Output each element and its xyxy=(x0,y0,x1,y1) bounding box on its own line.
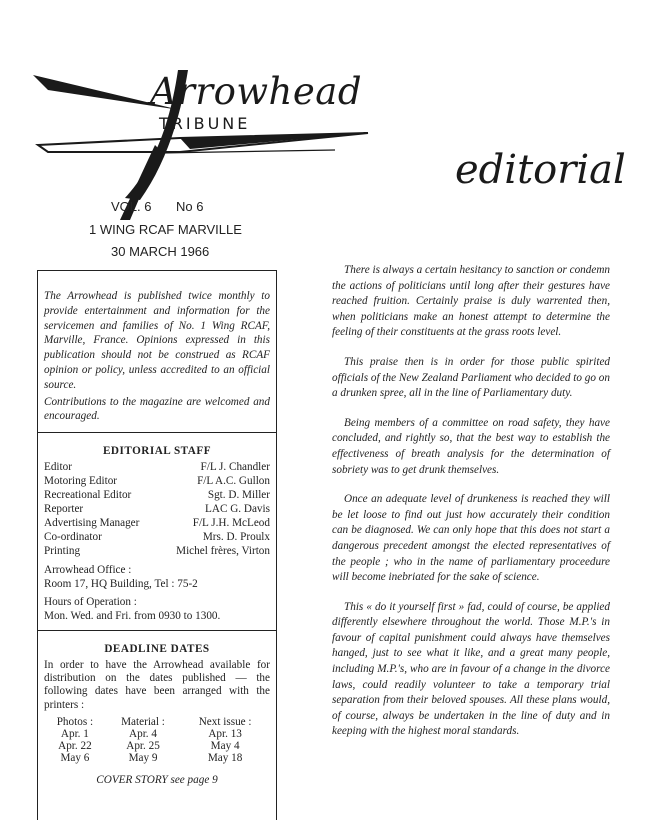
deadline-text: In order to have the Arrowhead available for distribution on the dates published — the following dates have been arranged with the printers : xyxy=(44,658,270,711)
table-header-row xyxy=(44,716,270,728)
staff-row xyxy=(44,531,270,545)
section-title: editorial xyxy=(455,147,626,193)
staff-row xyxy=(44,517,270,531)
staff-role: Editor xyxy=(44,461,72,474)
table-cell: May 4 xyxy=(210,740,240,753)
issue-number: No 6 xyxy=(176,199,204,214)
table-cell: Apr. 22 xyxy=(58,740,92,753)
info-box xyxy=(37,270,277,820)
masthead-title: Arrowhead xyxy=(150,70,363,113)
staff-name: Michel frères, Virton xyxy=(176,544,270,557)
staff-name: Mrs. D. Proulx xyxy=(202,530,270,543)
intro-text xyxy=(44,289,270,424)
table-row xyxy=(44,740,270,752)
issue-volume: VOL. 6 xyxy=(111,199,152,214)
staff-row xyxy=(44,461,270,475)
column-header: Material : xyxy=(121,716,165,729)
masthead-subtitle: TRIBUNE xyxy=(159,114,251,133)
column-header: Next issue : xyxy=(198,716,252,729)
editorial-paragraph: This « do it yourself first » fad, could of course, be applied differently elsewhere throughout the world. Those M.P.'s in favour of capital punishment could always have themselves hanged, just to see what it like, and a great many people, including M.P.'s, who are in favour of a change in the divorce laws, could readily volunteer to take a temporary trial separation from their beloved spouses. All these plans would, of course, always be undertaken in the line of duty and in keeping with the highest moral standards. xyxy=(332,600,610,738)
staff-list xyxy=(44,461,270,558)
table-cell: Apr. 13 xyxy=(208,728,242,741)
staff-row xyxy=(44,489,270,503)
intro-paragraph: Contributions to the magazine are welcomed and encouraged. xyxy=(44,395,270,423)
staff-name: F/L A.C. Gullon xyxy=(197,475,270,488)
staff-role: Motoring Editor xyxy=(44,475,118,488)
cover-story-note: COVER STORY see page 9 xyxy=(96,774,218,787)
table-cell: May 18 xyxy=(207,752,243,765)
table-cell: May 9 xyxy=(128,752,158,765)
staff-row xyxy=(44,503,270,517)
intro-paragraph: The Arrowhead is published twice monthly to provide entertainment and information for the servicemen and families of No. 1 Wing RCAF, Marville, France. Opinions expressed in this publication should not be construed as RCAF opinion or policy, unless accredited to an official source. xyxy=(44,290,270,391)
staff-name: Sgt. D. Miller xyxy=(207,488,270,501)
staff-row xyxy=(44,475,270,489)
staff-heading: EDITORIAL STAFF xyxy=(102,445,212,458)
hours-value: Mon. Wed. and Fri. from 0930 to 1300. xyxy=(44,609,221,622)
column-header: Photos : xyxy=(56,716,94,729)
office-label: Arrowhead Office : xyxy=(44,563,132,576)
editorial-paragraph: Once an adequate level of drunkeness is reached they will be let loose to find out just how accurately their condition can be diagnosed. We can only hope that this does not start a dangerous precedent amongst the elected representatives of the people ; who in the name of parliamentary proceedure will become inebriated for the sake of science. xyxy=(332,493,610,584)
staff-name: F/L J. Chandler xyxy=(200,461,270,474)
office-value: Room 17, HQ Building, Tel : 75-2 xyxy=(44,577,198,590)
deadline-table xyxy=(44,716,270,764)
staff-role: Advertising Manager xyxy=(44,516,140,529)
editorial-body xyxy=(332,263,610,754)
divider xyxy=(38,630,276,631)
editorial-paragraph: There is always a certain hesitancy to sanction or condemn the actions of politicians until long after their gestures have reached fruition. Certainly praise is duly warrented then, when politicians make an honest attempt to determine the feeling of their constituents at the grass roots level. xyxy=(332,264,610,339)
staff-role: Printing xyxy=(44,544,81,557)
staff-name: F/L J.H. McLeod xyxy=(192,516,270,529)
table-cell: Apr. 25 xyxy=(126,740,160,753)
divider xyxy=(38,432,276,433)
staff-row xyxy=(44,545,270,559)
table-row xyxy=(44,728,270,740)
issue-date: 30 MARCH 1966 xyxy=(111,244,210,259)
table-cell: Apr. 1 xyxy=(60,728,89,741)
editorial-paragraph: Being members of a committee on road safety, they have concluded, and rightly so, that the best way to establish the effectiveness of breath analysis for the determination of sobriety was to get drunk themselves. xyxy=(332,416,610,476)
staff-name: LAC G. Davis xyxy=(205,502,270,515)
staff-role: Co-ordinator xyxy=(44,530,102,543)
editorial-paragraph: This praise then is in order for those public spirited officials of the New Zealand Parliament who decided to go on a drunken spree, all in the line of Parliamentary duty. xyxy=(332,355,610,400)
staff-role: Recreational Editor xyxy=(44,488,132,501)
table-cell: May 6 xyxy=(60,752,90,765)
issue-wing: 1 WING RCAF MARVILLE xyxy=(89,222,242,237)
hours-label: Hours of Operation : xyxy=(44,595,137,608)
table-cell: Apr. 4 xyxy=(129,728,157,741)
staff-role: Reporter xyxy=(44,502,84,515)
deadline-heading: DEADLINE DATES xyxy=(104,642,210,655)
table-row xyxy=(44,752,270,764)
